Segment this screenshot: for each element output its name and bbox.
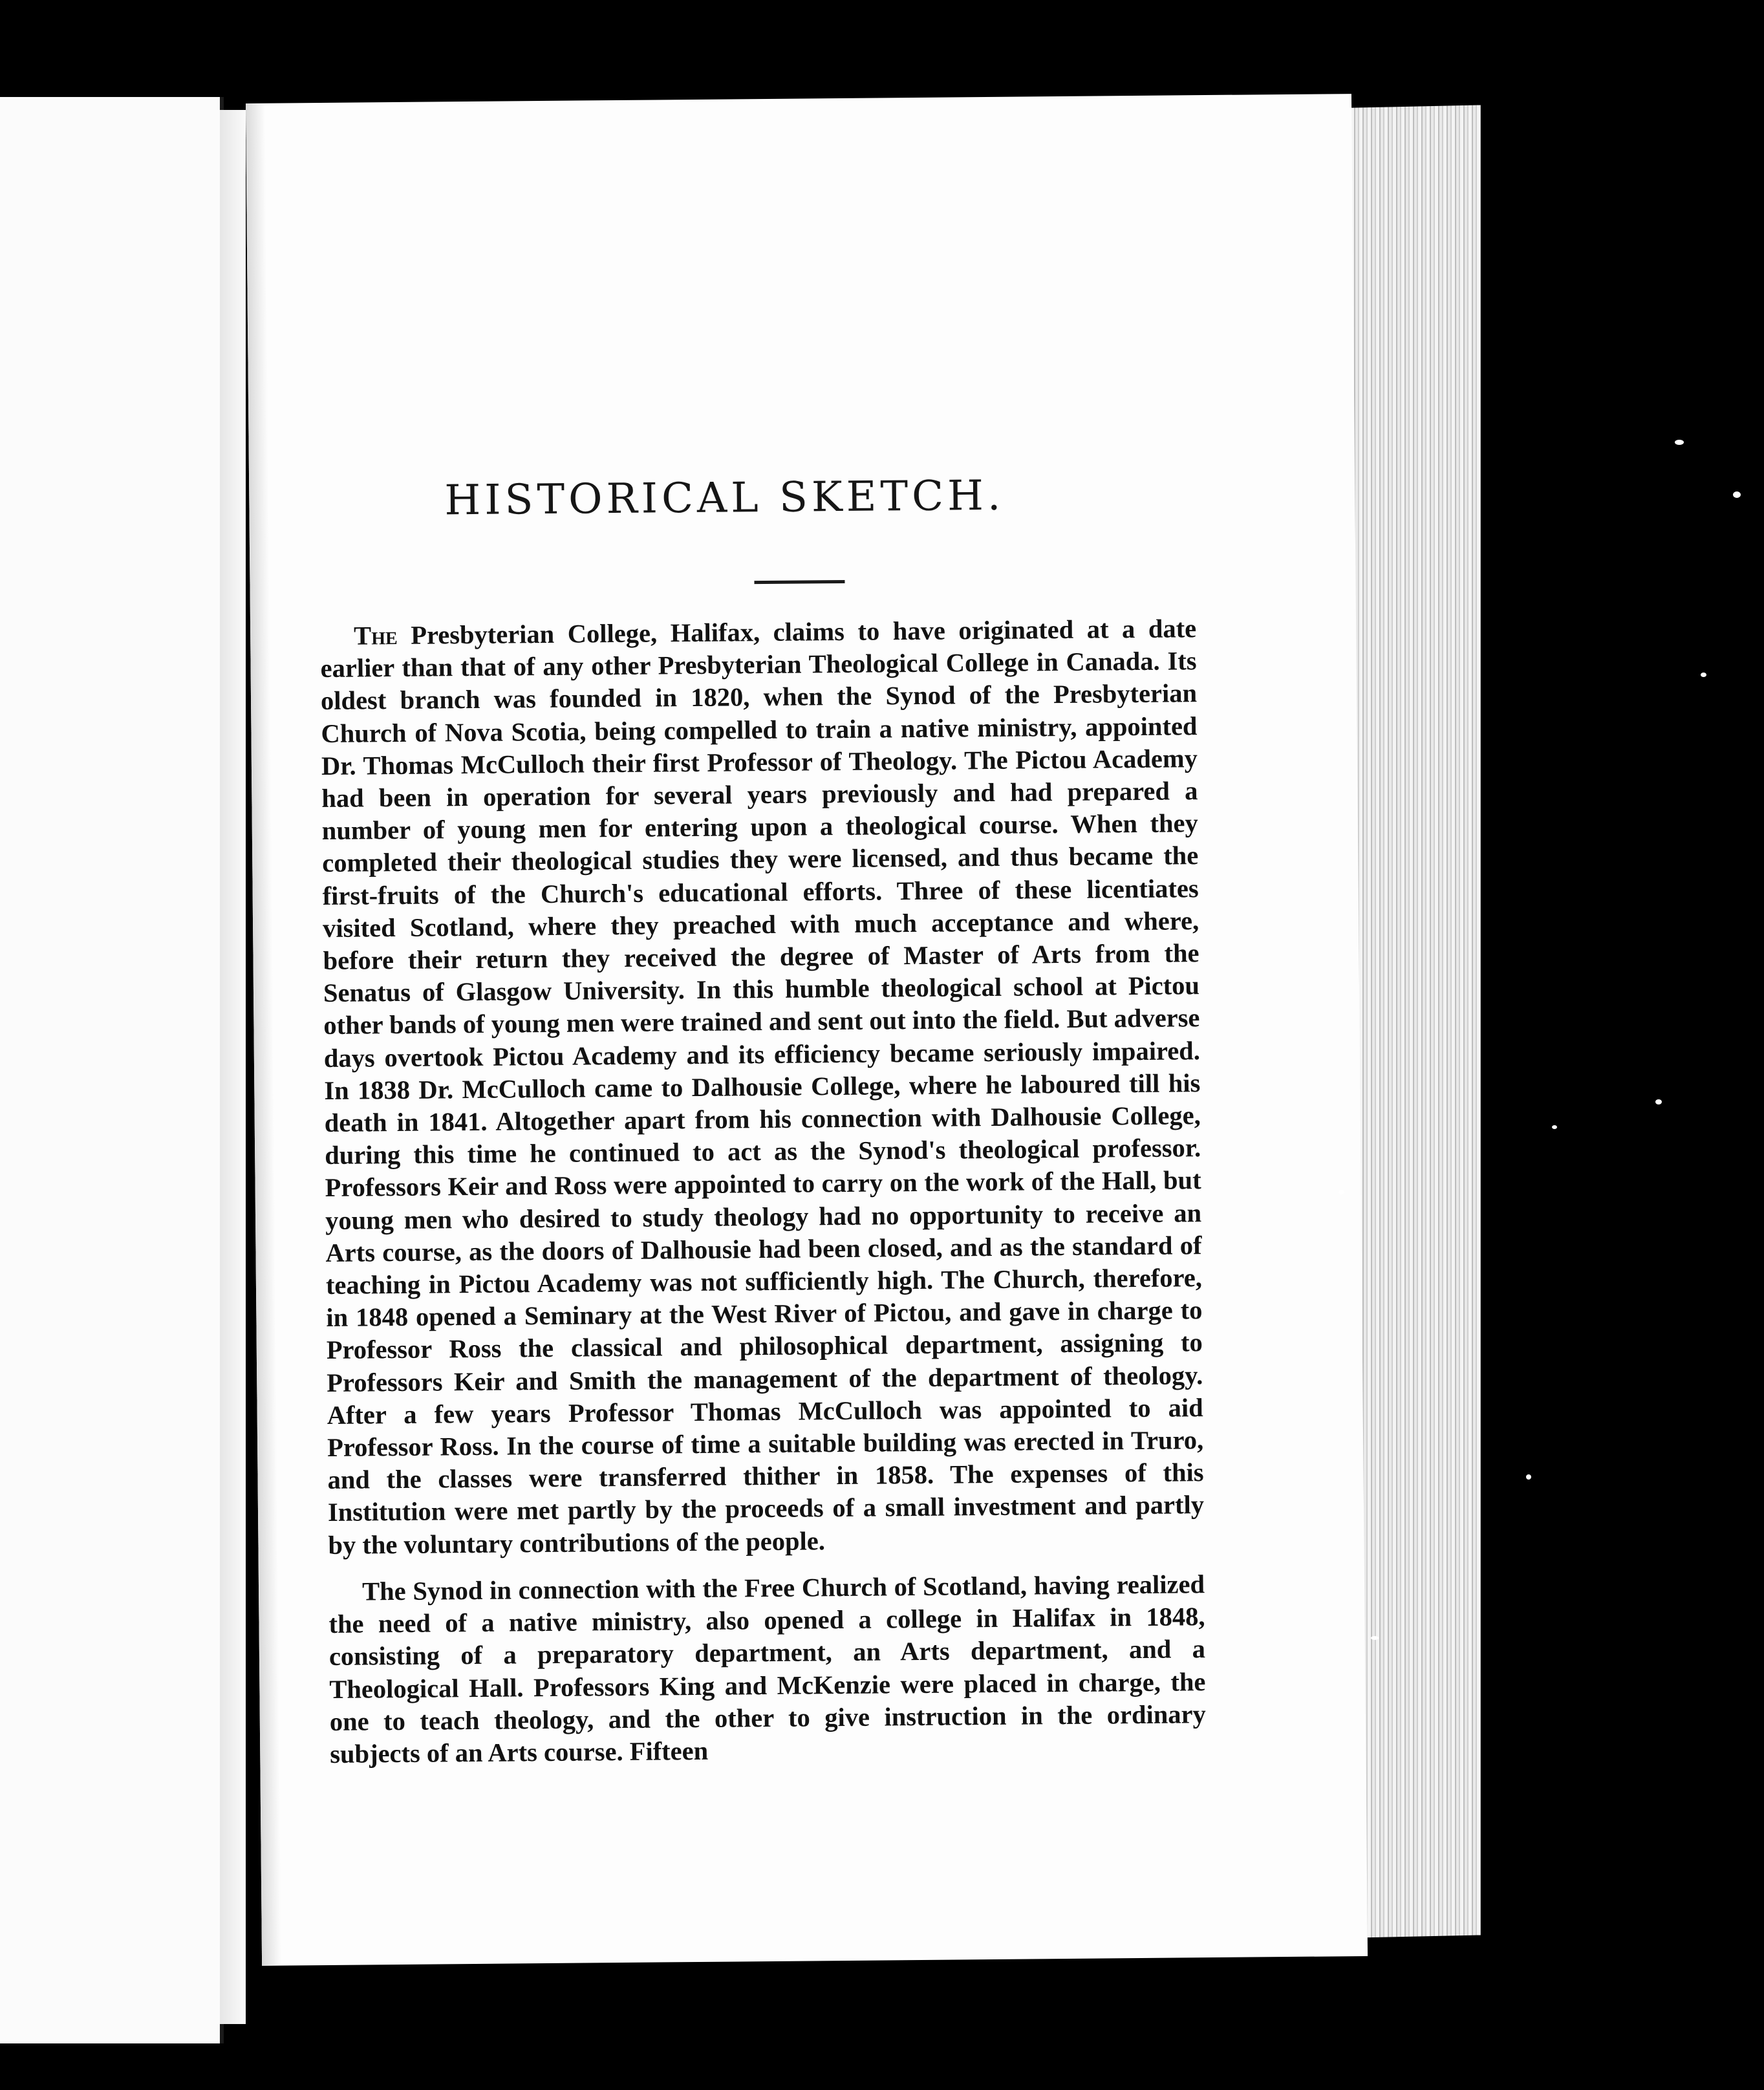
paragraph-text: Presbyterian College, Halifax, claims to have originated at a date earlier than that of any other Presbyterian Theological College in Canada. Its oldest branch was founded in 1820, when the Synod of the Presbyterian Church of Nova Scotia, being compelled to train a native ministry, appointed Dr. Thomas McCulloch their first Professor of Theology. The Pictou Academy had been in operation for several years previously and had prepared a number of young men for entering upon a theological course. When they completed their theological studies they were licensed, and thus became the first-fruits of the Church's educational efforts. Three of these licentiates visited Scotland, where they preached with much acceptance and where, before their return they received the degree of Master of Arts from the Senatus of Glasgow University. In this humble theological school at Pictou other bands of young men were trained and sent out into the field. But adverse days overtook Pictou Academy and its efficiency became seriously impaired. In 1838 Dr. McCulloch came to Dalhousie College, where he laboured till his death in 1841. Altogether apart from his connection with Dalhousie College, during this time he continued to act as the Synod's theological professor. Professors Keir and Ross were appointed to carry on the work of the Hall, but young men who desired to study theology had no opportunity to receive an Arts course, as the doors of Dalhousie had been closed, and as the standard of teaching in Pictou Academy was not sufficiently high. The Church, therefore, in 1848 opened a Seminary at the West River of Pictou, and gave in charge to Professor Ross the classical and philosophical department, assigning to Professors Keir and Smith the management of the department of theology. After a few years Professor Thomas McCulloch was appointed to aid Professor Ross. In the course of time a suitable building was erected in Truro, and the classes were transferred thither in 1858. The expenses of this Institution were met partly by the proceeds of a small investment and partly by the voluntary contributions of the people. — [320, 614, 1205, 1560]
paragraph-2 — [328, 1568, 1207, 1771]
book-gutter — [220, 110, 246, 2024]
dust-speck — [1371, 1636, 1379, 1640]
paragraph-lead: The — [353, 620, 398, 651]
page-shadow — [246, 103, 281, 1966]
page-heading: HISTORICAL SKETCH. — [444, 471, 1005, 525]
paragraph-1 — [320, 612, 1205, 1562]
dust-speck — [1526, 1474, 1531, 1480]
dust-speck — [1733, 491, 1741, 498]
dust-speck — [1339, 1190, 1344, 1194]
dust-speck — [1655, 1099, 1662, 1104]
facing-page-left — [0, 97, 224, 2043]
paragraph-text: The Synod in connection with the Free Church of Scotland, having realized the need of a native ministry, also opened a college in Halifax in 1848, consisting of a preparatory department, an Arts department, and a Theological Hall. Professors King and McKenzie were placed in charge, the one to teach theology, and the other to give instruction in the ordinary subjects of an Arts course. Fifteen — [328, 1569, 1206, 1769]
heading-rule — [754, 580, 844, 584]
book-page — [246, 94, 1368, 1966]
dust-speck — [1675, 440, 1684, 445]
dust-speck — [1701, 673, 1706, 677]
dust-speck — [1552, 1125, 1557, 1129]
body-text — [320, 612, 1206, 1771]
